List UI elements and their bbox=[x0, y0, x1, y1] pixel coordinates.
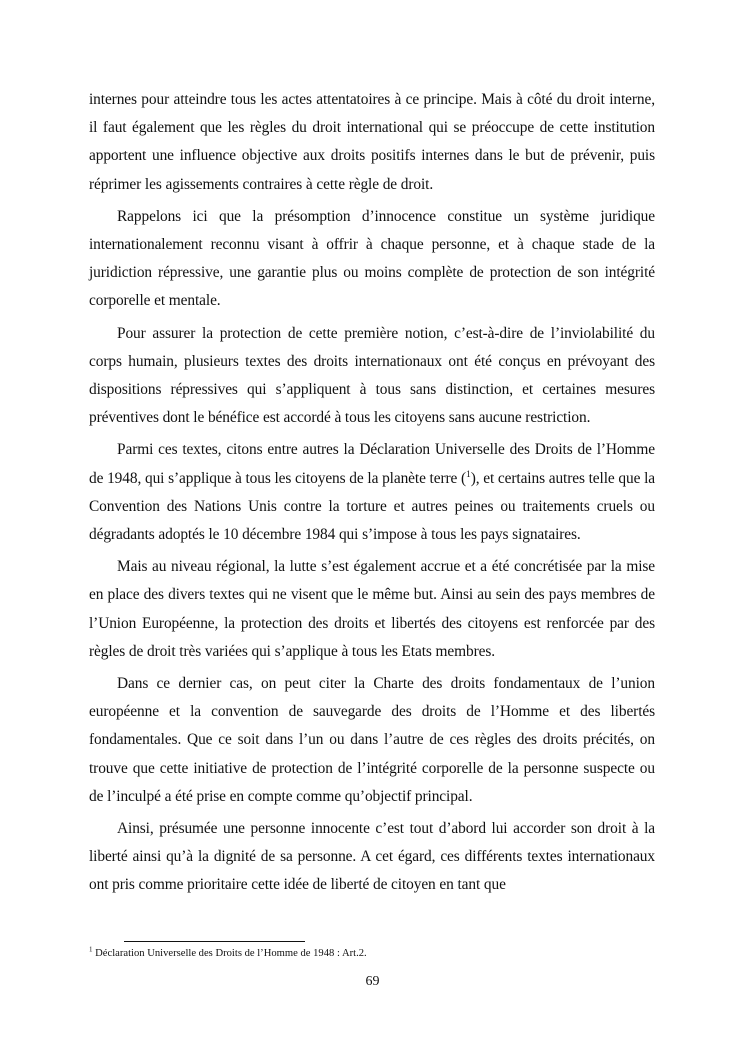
page-number: 69 bbox=[365, 974, 380, 989]
paragraph-4-after: ), et certains autres telle que la Convention des Nations Unis contre la torture et autres peines ou traitements cruels ou dégradants adoptés le 10 décembre 1984 qui s’impose à tous les pays signataires. bbox=[89, 469, 655, 544]
footnote-separator bbox=[124, 941, 305, 942]
footnote bbox=[89, 947, 655, 961]
footnote-text: Déclaration Universelle des Droits de l’Homme de 1948 : Art.2. bbox=[92, 948, 367, 959]
body-text bbox=[89, 86, 655, 904]
paragraph-3: Pour assurer la protection de cette première notion, c’est-à-dire de l’inviolabilité du corps humain, plusieurs textes des droits internationaux ont été conçus en prévoyant des dispositions répressives qui s’appliquent à tous sans distinction, et certaines mesures préventives dont le bénéfice est accordé à tous les citoyens sans aucune restriction. bbox=[89, 324, 655, 427]
paragraph-4-before: Parmi ces textes, citons entre autres la Déclaration Universelle des Droits de l’Homme de 1948, qui s’applique à tous les citoyens de la planète terre ( bbox=[89, 441, 655, 487]
paragraph-2: Rappelons ici que la présomption d’innocence constitue un système juridique internationalement reconnu visant à offrir à chaque personne, et à chaque stade de la juridiction répressive, une garantie plus ou moins complète de protection de son intégrité corporelle et mentale. bbox=[89, 207, 655, 310]
footnote-number: 1 bbox=[89, 945, 93, 954]
footnote-reference[interactable]: 1 bbox=[466, 469, 471, 480]
paragraph-7: Ainsi, présumée une personne innocente c’est tout d’abord lui accorder son droit à la liberté ainsi qu’à la dignité de sa personne. A cet égard, ces différents textes internationaux ont pris comme prioritaire cette idée de liberté de citoyen en tant que bbox=[89, 820, 655, 894]
paragraph-5: Mais au niveau régional, la lutte s’est également accrue et a été concrétisée par la mise en place des divers textes qui ne visent que le même but. Ainsi au sein des pays membres de l’Union Européenne, la protection des droits et libertés des citoyens est renforcée par des règles de droit très variées qui s’applique à tous les Etats membres. bbox=[89, 558, 655, 660]
paragraph-4 bbox=[89, 436, 655, 549]
paragraph-1: internes pour atteindre tous les actes attentatoires à ce principe. Mais à côté du droit interne, il faut également que les règles du droit international qui se préoccupe de cette institution apportent une influence objective aux droits positifs internes dans le but de prévenir, puis réprimer les agissements contraires à cette règle de droit. bbox=[89, 91, 655, 193]
paragraph-6: Dans ce dernier cas, on peut citer la Charte des droits fondamentaux de l’union européenne et la convention de sauvegarde des droits de l’Homme et des libertés fondamentales. Que ce soit dans l’un ou dans l’autre de ces règles des droits précités, on trouve que cette initiative de protection de l’intégrité corporelle de la personne suspecte ou de l’inculpé a été prise en compte comme qu’objectif principal. bbox=[89, 675, 655, 805]
